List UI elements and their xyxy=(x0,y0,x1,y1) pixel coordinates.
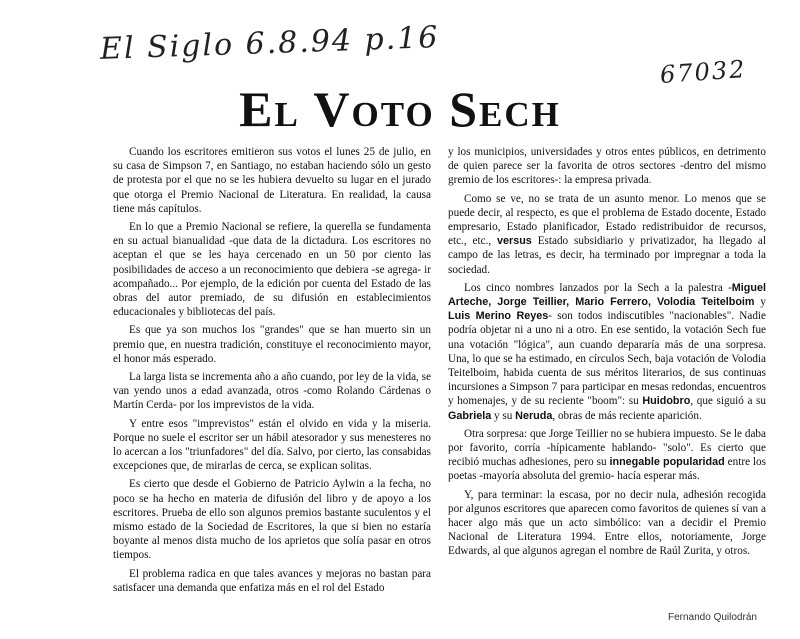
article-paragraph xyxy=(113,220,431,319)
paragraph-text: Los cinco nombres lanzados por la Sech a la palestra - xyxy=(464,281,732,294)
author-signature: Fernando Quilodrán xyxy=(668,612,757,623)
article-paragraph xyxy=(448,145,766,188)
paragraph-text: La larga lista se incrementa año a año cuando, por ley de la vida, se van yendo unos a edad avanzada, otros -como Rolando Cárdenas o Martín Cerda- por los imprevistos de la vida. xyxy=(113,371,431,412)
paragraph-text: Es que ya son muchos los "grandes" que se han muerto sin un premio que, en nuestra tradición, constituye el reconocimiento mayor, el honor más esperado. xyxy=(113,324,431,365)
paragraph-text: Es cierto que desde el Gobierno de Patricio Aylwin a la fecha, no poco se ha hecho en materia de difusión del libro y de apoyo a los escritores. Prueba de ello son algunos premios bastante suculentos y el mismo estado de la Sociedad de Escritores, la que si bien no estaría boyante al menos dista mucho de los aprietos que solía pasar en otros tiempos. xyxy=(113,478,431,562)
emphasized-name: Gabriela xyxy=(448,409,492,422)
article-paragraph xyxy=(113,323,431,366)
article-paragraph xyxy=(448,281,766,423)
article-title: El Voto Sech xyxy=(239,81,561,137)
paragraph-text: y su xyxy=(491,409,516,422)
paragraph-text: y los municipios, universidades y otros entes públicos, en detrimento de quien parece ser la favorita de otros sectores -dentro del mismo gremio de los escritores-: la empresa privada. xyxy=(448,146,766,187)
emphasized-name: innegable popularidad xyxy=(609,456,725,469)
emphasized-name: Huidobro xyxy=(642,395,691,408)
paragraph-text: entre los poetas -mayoría absoluta del gremio- hacía esperar más. xyxy=(448,456,766,483)
paragraph-text: Cuando los escritores emitieron sus votos el lunes 25 de julio, en su casa de Simpson 7, en Santiago, no estaban haciendo sólo un gesto de protesta por el que no se les hubiera devuelto su lugar en el jurado que otorga el Premio Nacional de Literatura. En realidad, la causa tiene más capítulos. xyxy=(113,146,431,215)
article-paragraph xyxy=(113,417,431,474)
paragraph-text: , obras de más reciente aparición. xyxy=(552,409,702,422)
paragraph-text: , que siguió a su xyxy=(690,395,767,408)
paragraph-text: - son todos indiscutibles "nacionables". Nadie podría objetar ni a uno ni a otro. En ese sentido, la votación Sech fue una votación "lógica", aun cuando depararía más de una sorpresa. Una, lo que se ha estimado, en círculos Sech, baja votación de Volodia Teitelboim, habida cuenta de sus méritos literarios, de sus continuas incursiones a Simpson 7 para participar en mesas redondas, encuentros y homenajes, y de su reciente "boom": su xyxy=(448,310,767,408)
article-paragraph xyxy=(113,145,431,216)
article-paragraph xyxy=(113,477,431,562)
article-paragraph xyxy=(113,370,431,413)
paragraph-text: Como se ve, no se trata de un asunto menor. Lo menos que se puede decir, al respecto, es que el problema de Estado docente, Estado empresario, Estado planificador, Estado redistribuidor de recursos, etc., etc., xyxy=(448,192,766,248)
article-column-left xyxy=(113,145,431,599)
emphasized-name: Neruda xyxy=(515,409,553,422)
paragraph-text: Y entre esos "imprevistos" están el olvido en vida y la miseria. Porque no suele el escritor ser un hábil atesorador y sus menesteres no lo acercan a los "triunfadores" del día. Salvo, por cierto, las consabidas excepciones que, de mirarlas de cerca, se explican solitas. xyxy=(113,417,431,473)
handwritten-archive-code: 67032 xyxy=(659,55,748,89)
article-paragraph xyxy=(448,488,766,559)
article-paragraph xyxy=(448,427,766,484)
paragraph-text: Estado subsidiario y privatizador, ha llegado al campo de las letras, es decir, ha terminado por impregnar a toda la sociedad. xyxy=(448,235,766,276)
paragraph-text: El problema radica en que tales avances y mejoras no bastan para satisfacer una demanda que enfatiza más en el rol del Estado xyxy=(113,567,431,594)
paragraph-text: En lo que a Premio Nacional se refiere, la querella se fundamenta en su actual bianualidad -que data de la dictadura. Los escritores no aceptan el que se les haya cercenado en un 50 por ciento las posibilidades de acceso a un reconocimiento que debiera -se agrega- ir acompañado... Por ejemplo, de la edición por cuenta del Estado de las obras del autor premiado, de su difusión en establecimientos educacionales y bibliotecas del país. xyxy=(113,221,431,319)
article-paragraph xyxy=(113,567,431,595)
emphasized-name: Miguel Arteche, Jorge Teillier, Mario Ferrero, Volodia Teitelboim xyxy=(448,281,766,309)
handwritten-source-note: El Siglo 6.8.94 p.16 xyxy=(99,20,440,67)
emphasized-name: Luis Merino Reyes xyxy=(448,310,549,323)
article-column-right xyxy=(448,145,766,563)
article-paragraph xyxy=(448,192,766,277)
emphasized-name: versus xyxy=(497,235,532,248)
paragraph-text: Y, para terminar: la escasa, por no decir nula, adhesión recogida por algunos escritores que aparecen como favoritos de quienes sí van a hacer algo más que un acto simbólico: van a decidir el Premio Nacional de Literatura 1994. Entre ellos, notoriamente, Jorge Edwards, al que algunos agregan el nombre de Raúl Zurita, y otros. xyxy=(448,488,766,558)
paragraph-text: Otra sorpresa: que Jorge Teillier no se hubiera impuesto. Se le daba por favorito, corría -hípicamente hablando- "solo". Es cierto que recibió muchas adhesiones, pero su xyxy=(448,427,766,469)
paragraph-text: y xyxy=(754,296,766,309)
